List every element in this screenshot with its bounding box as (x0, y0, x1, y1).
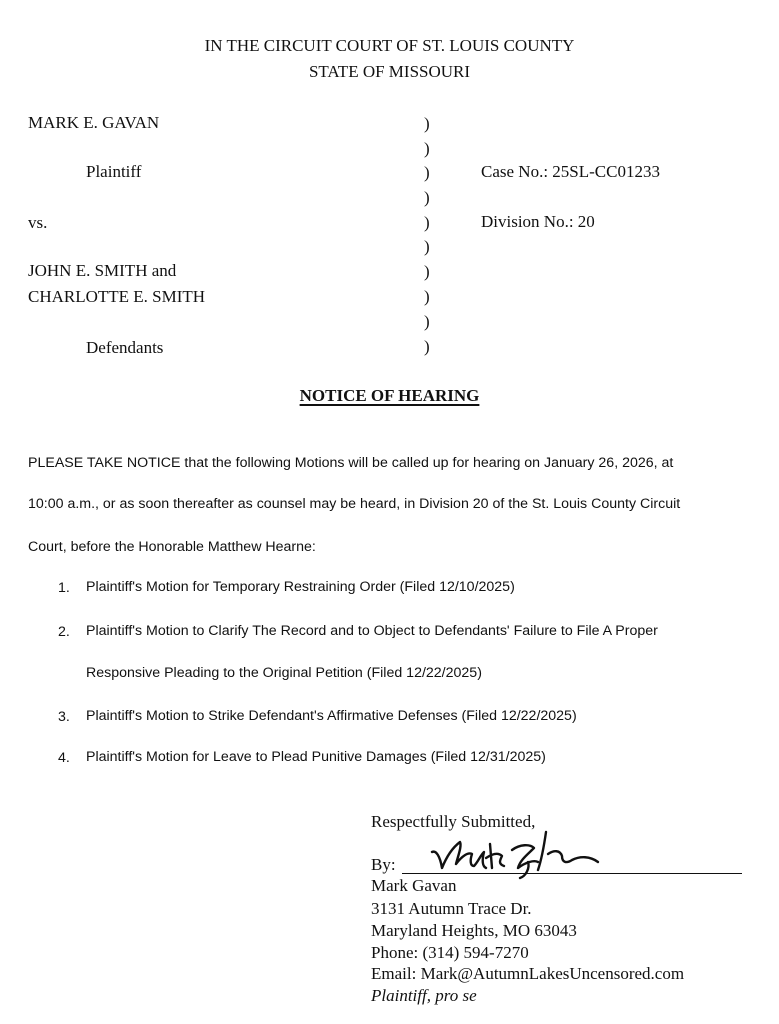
motion-number: 1. (58, 580, 70, 596)
motion-text-continued: Responsive Pleading to the Original Petition (Filed 12/22/2025) (86, 665, 482, 681)
caption-paren: ) (424, 262, 430, 281)
caption-paren: ) (424, 287, 430, 306)
caption-paren: ) (424, 213, 430, 232)
caption-paren: ) (424, 337, 430, 356)
court-state: STATE OF MISSOURI (308, 62, 471, 81)
caption-paren: ) (424, 188, 430, 207)
defendant-label: Defendants (86, 338, 164, 357)
signer-name: Mark Gavan (371, 876, 457, 895)
caption-paren: ) (424, 139, 430, 158)
notice-text-line-3: Court, before the Honorable Matthew Hearne: (28, 539, 316, 555)
notice-text-line-2: 10:00 a.m., or as soon thereafter as counsel may be heard, in Division 20 of the St. Louis County Circuit (28, 496, 681, 512)
address-line-2: Maryland Heights, MO 63043 (371, 921, 577, 940)
caption-paren: ) (424, 163, 430, 182)
defendant-name-2: CHARLOTTE E. SMITH (28, 287, 206, 306)
caption-paren: ) (424, 237, 430, 256)
motion-number: 3. (58, 709, 70, 725)
phone: Phone: (314) 594-7270 (371, 943, 529, 962)
signer-role: Plaintiff, pro se (371, 986, 477, 1005)
document-title: NOTICE OF HEARING (299, 386, 480, 405)
motion-text: Plaintiff's Motion for Temporary Restraining Order (Filed 12/10/2025) (86, 579, 515, 595)
motion-text: Plaintiff's Motion for Leave to Plead Punitive Damages (Filed 12/31/2025) (86, 749, 546, 765)
closing: Respectfully Submitted, (371, 812, 536, 831)
email: Email: Mark@AutumnLakesUncensored.com (371, 964, 685, 983)
motion-text: Plaintiff's Motion to Clarify The Record and to Object to Defendants' Failure to File A Proper (86, 623, 658, 639)
versus-label: vs. (28, 213, 48, 232)
caption-paren: ) (424, 312, 430, 331)
division-number: Division No.: 20 (481, 212, 595, 231)
case-number: Case No.: 25SL-CC01233 (481, 162, 660, 181)
by-label: By: (371, 855, 396, 874)
handwritten-signature (420, 822, 610, 882)
court-name: IN THE CIRCUIT COURT OF ST. LOUIS COUNTY (204, 36, 575, 55)
motion-number: 2. (58, 624, 70, 640)
plaintiff-label: Plaintiff (86, 162, 142, 181)
motion-text: Plaintiff's Motion to Strike Defendant's Affirmative Defenses (Filed 12/22/2025) (86, 708, 577, 724)
caption-paren: ) (424, 114, 430, 133)
defendant-name-1: JOHN E. SMITH and (28, 261, 177, 280)
plaintiff-name: MARK E. GAVAN (28, 113, 160, 132)
motion-number: 4. (58, 750, 70, 766)
address-line-1: 3131 Autumn Trace Dr. (371, 899, 532, 918)
notice-text-line-1: PLEASE TAKE NOTICE that the following Motions will be called up for hearing on January 26, 2026, at (28, 455, 674, 471)
